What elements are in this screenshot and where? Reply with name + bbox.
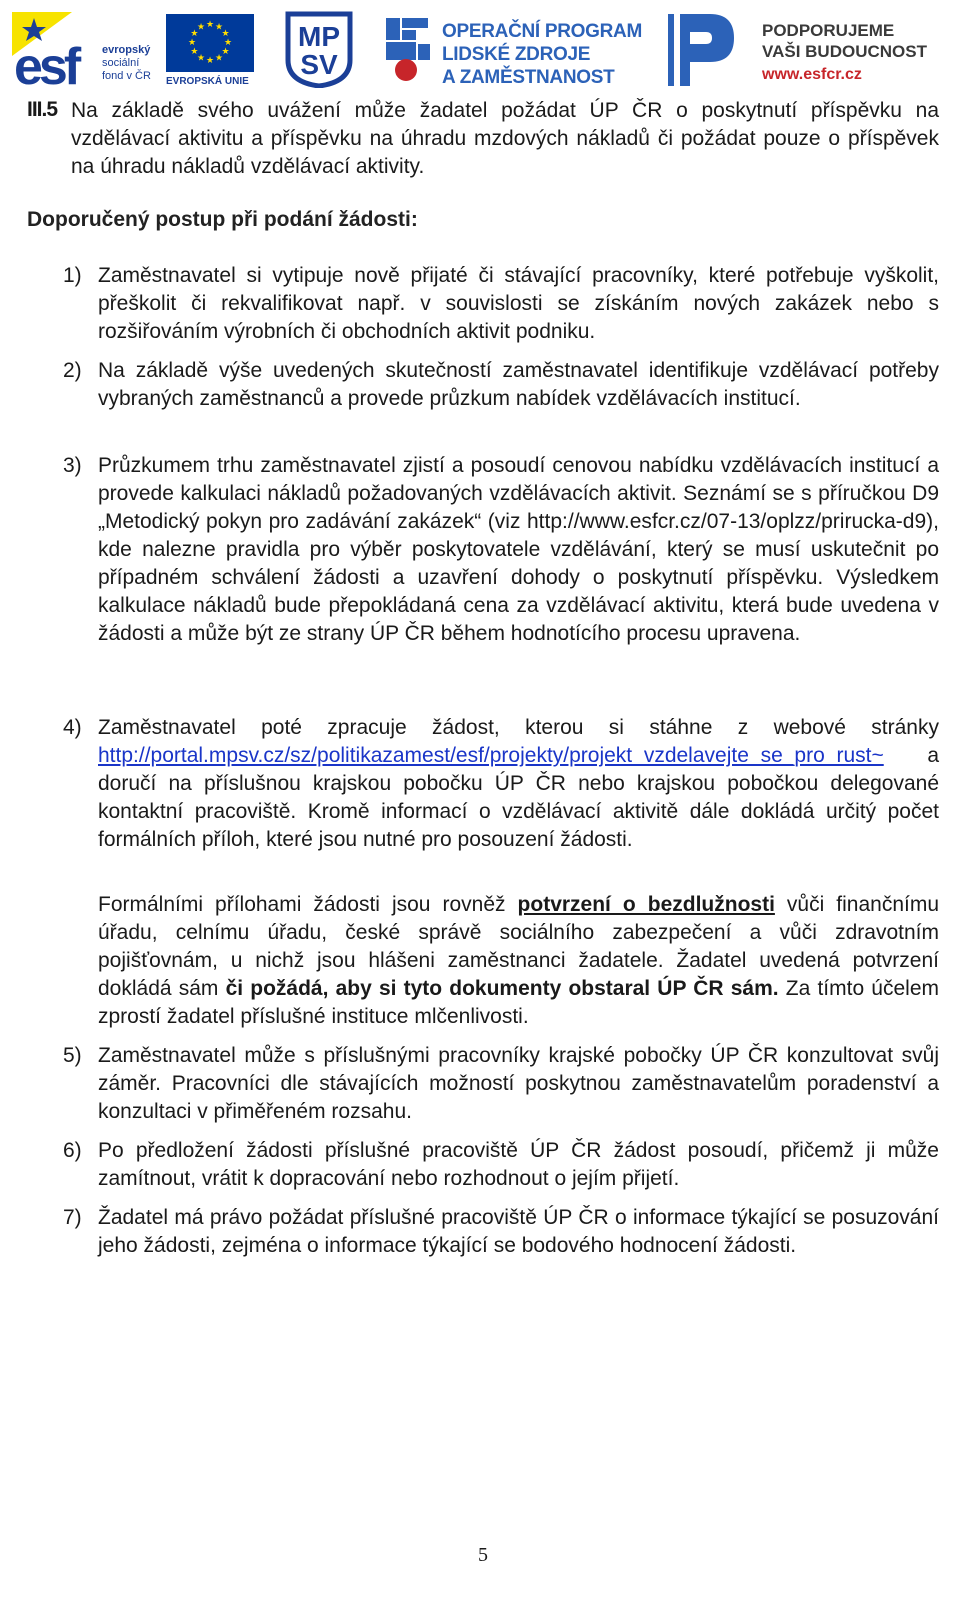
podporujeme-slogan xyxy=(762,20,927,62)
logo-header xyxy=(10,10,955,92)
procedure-heading: Doporučený postup při podání žádosti: xyxy=(27,208,418,231)
p-emblem-icon xyxy=(660,10,738,90)
op-lzz-title-line: OPERAČNÍ PROGRAM xyxy=(442,21,642,42)
list-item: Průzkumem trhu zaměstnavatel zjistí a posoudí cenovou nabídku vzdělávacích institucí a provede kalkulaci nákladů požadovaných vzdělávacích aktivit. Seznámí se s příručkou D9 „Metodický pokyn pro zadávání zakázek“ (viz http://www.esfcr.cz/07-13/oplzz/prirucka-d9), kde nalezne pravidla pro výběr poskytovatele vzdělávání, který se musí uskutečnit po případném schválení žádosti a uzavření dohody o poskytnutí příspěvku. Výsledkem kalkulace nákladů bude přepokládaná cena za vzdělávací aktivitu, která bude uvedena v žádosti a může být ze strany ÚP ČR během hodnotícího procesu upravena. xyxy=(98,454,939,645)
svg-text:★: ★ xyxy=(196,22,206,33)
list-item: Žadatel má právo požádat příslušné pracoviště ÚP ČR o informace týkající se posuzování jeho žádosti, zejména o informace týkající se bodového hodnocení žádosti. xyxy=(98,1206,939,1257)
list-number: 4) xyxy=(63,716,82,739)
bold-text: či požádá, aby si tyto dokumenty obstaral ÚP ČR sám. xyxy=(225,977,779,1000)
item-text: a doručí na příslušnou krajskou pobočku ÚP ČR nebo krajskou pobočkou delegované kontaktní pracoviště. Kromě informací o vzdělávací aktivitě dále dokládá určitý počet formálních příloh, které jsou nutné pro posouzení žádosti. xyxy=(98,744,939,851)
eu-caption: EVROPSKÁ UNIE xyxy=(166,76,249,87)
list-item: Na základě výše uvedených skutečností zaměstnavatel identifikuje vzdělávací potřeby vybraných zaměstnanců a provede průzkum nabídek vzdělávacích institucí. xyxy=(98,359,939,410)
svg-text:★: ★ xyxy=(221,47,230,57)
esfcr-url: www.esfcr.cz xyxy=(762,66,862,83)
eu-flag xyxy=(166,14,254,72)
svg-text:★: ★ xyxy=(190,29,199,39)
esf-caption-line: evropský xyxy=(102,44,151,56)
mpsv-text-top: MP xyxy=(298,21,340,52)
esf-logo-mark xyxy=(12,12,100,88)
podporujeme-logo xyxy=(762,10,952,90)
esf-caption-line: sociální xyxy=(102,57,140,69)
list-item: Zaměstnavatel může s příslušnými pracovníky krajské pobočky ÚP ČR konzultovat svůj záměr. Pracovníci dle stávajících možností poskytnou zaměstnavatelům poradenství a konzultaci v přiměřeném rozsahu. xyxy=(98,1044,939,1123)
op-lzz-title-line: LIDSKÉ ZDROJE xyxy=(442,44,591,65)
p-emblem-logo xyxy=(660,10,738,90)
page-number: 5 xyxy=(478,1544,488,1566)
svg-text:★: ★ xyxy=(196,53,206,64)
underlined-term: potvrzení o bezdlužnosti xyxy=(517,893,775,916)
attachments-paragraph xyxy=(98,891,939,1031)
svg-text:★: ★ xyxy=(205,20,215,30)
item-text: Za tímto účelem zprostí žadatel příslušné instituce mlčenlivosti. xyxy=(98,977,939,1028)
mpsv-logo-mark xyxy=(282,10,356,88)
svg-text:★: ★ xyxy=(205,56,215,66)
op-lzz-logo xyxy=(382,10,652,90)
list-number: 6) xyxy=(63,1139,82,1162)
eu-logo xyxy=(166,10,256,90)
mpsv-logo xyxy=(282,10,356,88)
esf-mark-text: esf xyxy=(14,38,78,88)
op-lzz-mark-icon xyxy=(382,14,434,88)
section-paragraph: Na základě svého uvážení může žadatel požádat ÚP ČR o poskytnutí příspěvku na vzdělávací aktivitu a příspěvku na úhradu mzdových nákladů či požádat pouze o příspěvek na úhradu nákladů vzdělávací aktivity. xyxy=(71,99,939,178)
item-text: Formálními přílohami žádosti jsou rovněž xyxy=(98,893,506,916)
podporujeme-line: PODPORUJEME xyxy=(762,21,895,40)
item-text: vůči finančnímu úřadu, celnímu úřadu, české správě sociálního zabezpečení a vůči zdravotním pojišťovnám, u nichž jsou hlášeni zaměstnanci žadatele. Žadatel uvedená potvrzení dokládá sám xyxy=(98,893,940,1000)
list-number: 5) xyxy=(63,1044,82,1067)
svg-text:★: ★ xyxy=(221,29,230,39)
svg-text:★: ★ xyxy=(214,53,224,64)
item-text: Zaměstnavatel poté zpracuje žádost, kterou si stáhne z webové stránky xyxy=(98,716,939,739)
list-number: 2) xyxy=(63,359,82,382)
svg-text:★: ★ xyxy=(223,38,233,48)
svg-text:★: ★ xyxy=(187,38,197,48)
svg-text:★: ★ xyxy=(190,47,199,57)
portal-link[interactable]: http://portal.mpsv.cz/sz/politikazamest/esf/projekty/projekt_vzdelavejte_se_pro_rust~ xyxy=(98,744,884,767)
list-number: 1) xyxy=(63,264,82,287)
op-lzz-title xyxy=(442,20,642,89)
esf-logo xyxy=(12,10,162,90)
mpsv-text-bottom: SV xyxy=(300,49,338,80)
list-number: 7) xyxy=(63,1206,82,1229)
list-item xyxy=(98,714,939,854)
list-number: 3) xyxy=(63,454,82,477)
esf-caption xyxy=(102,44,151,83)
podporujeme-line: VAŠI BUDOUCNOST xyxy=(762,42,927,61)
svg-text:★: ★ xyxy=(214,22,224,33)
list-item: Po předložení žádosti příslušné pracoviště ÚP ČR žádost posoudí, přičemž ji může zamítnout, vrátit k dopracování nebo rozhodnout o jejím přijetí. xyxy=(98,1139,939,1190)
esf-caption-line: fond v ČR xyxy=(102,70,151,82)
section-number: III.5 xyxy=(27,98,58,121)
list-item: Zaměstnavatel si vytipuje nově přijaté či stávající pracovníky, které potřebuje vyškolit, přeškolit či rekvalifikovat např. v souvislosti se získáním nových zakázek nebo s rozšiřováním výrobních či obchodních aktivit podniku. xyxy=(98,264,939,343)
eu-stars-icon xyxy=(166,14,254,72)
op-lzz-title-line: A ZAMĚSTNANOST xyxy=(442,67,615,88)
